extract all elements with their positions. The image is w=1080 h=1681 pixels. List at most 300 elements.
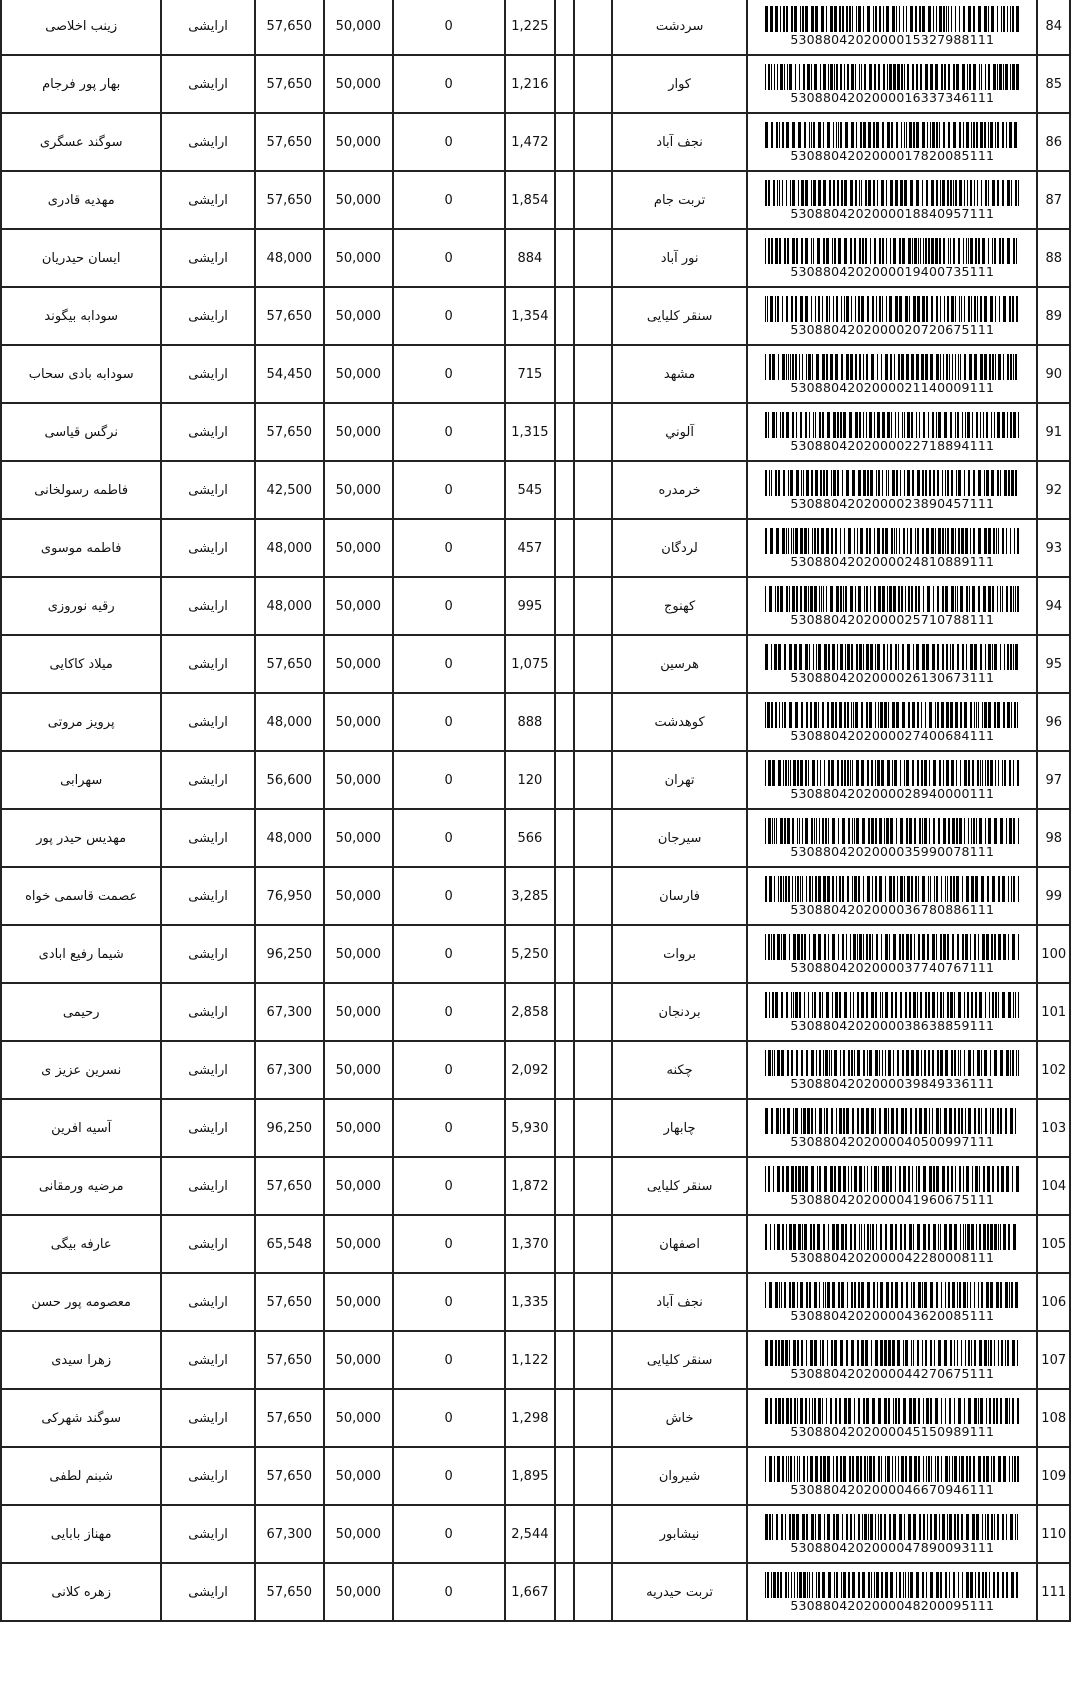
barcode-cell <box>747 867 1037 925</box>
row-number: 85 <box>1037 55 1070 113</box>
weight-value: 1,315 <box>505 403 556 461</box>
empty-cell <box>574 1563 613 1621</box>
empty-cell <box>555 1389 573 1447</box>
row-number: 87 <box>1037 171 1070 229</box>
recipient-name: مهناز بابایی <box>1 1505 161 1563</box>
empty-cell <box>555 1331 573 1389</box>
table-row <box>1 113 1070 171</box>
empty-cell <box>574 171 613 229</box>
item-type: ارایشی <box>161 171 254 229</box>
row-number: 94 <box>1037 577 1070 635</box>
destination-city: کوار <box>612 55 747 113</box>
table-row <box>1 635 1070 693</box>
recipient-name: پرویز مروتی <box>1 693 161 751</box>
barcode-image <box>765 354 1019 380</box>
recipient-name: رحیمی <box>1 983 161 1041</box>
total-price: 48,000 <box>255 229 324 287</box>
row-number: 92 <box>1037 461 1070 519</box>
table-row <box>1 1563 1070 1621</box>
weight-value: 2,092 <box>505 1041 556 1099</box>
barcode-image <box>765 876 1019 902</box>
empty-cell <box>555 1563 573 1621</box>
total-price: 67,300 <box>255 983 324 1041</box>
base-price: 50,000 <box>324 403 393 461</box>
zero-value: 0 <box>393 1099 505 1157</box>
base-price: 50,000 <box>324 925 393 983</box>
barcode-cell <box>747 345 1037 403</box>
item-type: ارایشی <box>161 1273 254 1331</box>
item-type: ارایشی <box>161 1157 254 1215</box>
recipient-name: مرضیه ورمقانی <box>1 1157 161 1215</box>
total-price: 57,650 <box>255 55 324 113</box>
barcode-number: 5308804202000038638859111 <box>790 1017 995 1033</box>
item-type: ارایشی <box>161 0 254 55</box>
barcode-number: 5308804202000047890093111 <box>790 1539 995 1555</box>
table-row <box>1 809 1070 867</box>
weight-value: 5,930 <box>505 1099 556 1157</box>
total-price: 65,548 <box>255 1215 324 1273</box>
barcode-cell <box>747 635 1037 693</box>
barcode-cell <box>747 1563 1037 1621</box>
zero-value: 0 <box>393 403 505 461</box>
empty-cell <box>574 1215 613 1273</box>
barcode-cell <box>747 287 1037 345</box>
barcode-cell <box>747 693 1037 751</box>
barcode-number: 5308804202000022718894111 <box>790 437 995 453</box>
table-row <box>1 693 1070 751</box>
zero-value: 0 <box>393 577 505 635</box>
barcode-image <box>765 528 1019 554</box>
total-price: 57,650 <box>255 0 324 55</box>
empty-cell <box>574 1505 613 1563</box>
total-price: 57,650 <box>255 1447 324 1505</box>
base-price: 50,000 <box>324 171 393 229</box>
table-row <box>1 1447 1070 1505</box>
item-type: ارایشی <box>161 809 254 867</box>
item-type: ارایشی <box>161 461 254 519</box>
base-price: 50,000 <box>324 1331 393 1389</box>
barcode-number: 5308804202000036780886111 <box>790 901 995 917</box>
recipient-name: نسرین عزیز ی <box>1 1041 161 1099</box>
row-number: 104 <box>1037 1157 1070 1215</box>
row-number: 108 <box>1037 1389 1070 1447</box>
row-number: 110 <box>1037 1505 1070 1563</box>
empty-cell <box>574 1447 613 1505</box>
barcode-image <box>765 6 1019 32</box>
barcode-image <box>765 586 1019 612</box>
empty-cell <box>555 1041 573 1099</box>
base-price: 50,000 <box>324 867 393 925</box>
destination-city: چابهار <box>612 1099 747 1157</box>
total-price: 57,650 <box>255 171 324 229</box>
table-row <box>1 1041 1070 1099</box>
barcode-cell <box>747 1273 1037 1331</box>
empty-cell <box>574 1389 613 1447</box>
zero-value: 0 <box>393 461 505 519</box>
total-price: 57,650 <box>255 1331 324 1389</box>
zero-value: 0 <box>393 1447 505 1505</box>
weight-value: 2,544 <box>505 1505 556 1563</box>
row-number: 84 <box>1037 0 1070 55</box>
empty-cell <box>574 809 613 867</box>
barcode-cell <box>747 1041 1037 1099</box>
base-price: 50,000 <box>324 809 393 867</box>
base-price: 50,000 <box>324 1505 393 1563</box>
zero-value: 0 <box>393 1563 505 1621</box>
weight-value: 995 <box>505 577 556 635</box>
empty-cell <box>555 0 573 55</box>
weight-value: 888 <box>505 693 556 751</box>
empty-cell <box>555 1273 573 1331</box>
barcode-number: 5308804202000019400735111 <box>790 263 995 279</box>
weight-value: 3,285 <box>505 867 556 925</box>
recipient-name: سوگند شهرکی <box>1 1389 161 1447</box>
barcode-image <box>765 992 1019 1018</box>
row-number: 101 <box>1037 983 1070 1041</box>
item-type: ارایشی <box>161 229 254 287</box>
base-price: 50,000 <box>324 229 393 287</box>
item-type: ارایشی <box>161 751 254 809</box>
barcode-cell <box>747 461 1037 519</box>
barcode-cell <box>747 983 1037 1041</box>
barcode-cell <box>747 1215 1037 1273</box>
table-row <box>1 925 1070 983</box>
item-type: ارایشی <box>161 287 254 345</box>
empty-cell <box>555 577 573 635</box>
table-row <box>1 55 1070 113</box>
zero-value: 0 <box>393 0 505 55</box>
table-row <box>1 229 1070 287</box>
row-number: 88 <box>1037 229 1070 287</box>
weight-value: 884 <box>505 229 556 287</box>
recipient-name: سهرابی <box>1 751 161 809</box>
base-price: 50,000 <box>324 55 393 113</box>
barcode-image <box>765 760 1019 786</box>
base-price: 50,000 <box>324 635 393 693</box>
barcode-cell <box>747 1331 1037 1389</box>
base-price: 50,000 <box>324 751 393 809</box>
item-type: ارایشی <box>161 983 254 1041</box>
destination-city: نور آباد <box>612 229 747 287</box>
weight-value: 545 <box>505 461 556 519</box>
barcode-number: 5308804202000035990078111 <box>790 843 995 859</box>
empty-cell <box>574 1157 613 1215</box>
shipment-table-body <box>1 0 1070 1621</box>
empty-cell <box>574 55 613 113</box>
empty-cell <box>555 1447 573 1505</box>
barcode-cell <box>747 809 1037 867</box>
table-row <box>1 461 1070 519</box>
destination-city: لردگان <box>612 519 747 577</box>
recipient-name: آسیه افرین <box>1 1099 161 1157</box>
empty-cell <box>574 0 613 55</box>
row-number: 107 <box>1037 1331 1070 1389</box>
barcode-number: 5308804202000025710788111 <box>790 611 995 627</box>
empty-cell <box>574 345 613 403</box>
barcode-image <box>765 1572 1019 1598</box>
base-price: 50,000 <box>324 345 393 403</box>
empty-cell <box>574 287 613 345</box>
empty-cell <box>555 519 573 577</box>
destination-city: تربت حیدریه <box>612 1563 747 1621</box>
destination-city: سردشت <box>612 0 747 55</box>
row-number: 96 <box>1037 693 1070 751</box>
weight-value: 1,122 <box>505 1331 556 1389</box>
weight-value: 1,354 <box>505 287 556 345</box>
barcode-number: 5308804202000040500997111 <box>790 1133 995 1149</box>
total-price: 56,600 <box>255 751 324 809</box>
item-type: ارایشی <box>161 1099 254 1157</box>
weight-value: 1,335 <box>505 1273 556 1331</box>
weight-value: 1,667 <box>505 1563 556 1621</box>
empty-cell <box>574 867 613 925</box>
item-type: ارایشی <box>161 1505 254 1563</box>
barcode-image <box>765 238 1019 264</box>
empty-cell <box>555 693 573 751</box>
destination-city: سیرجان <box>612 809 747 867</box>
row-number: 93 <box>1037 519 1070 577</box>
zero-value: 0 <box>393 1157 505 1215</box>
barcode-number: 5308804202000024810889111 <box>790 553 995 569</box>
empty-cell <box>574 1099 613 1157</box>
recipient-name: زهرا سیدی <box>1 1331 161 1389</box>
barcode-image <box>765 818 1019 844</box>
table-row <box>1 0 1070 55</box>
recipient-name: فاطمه موسوی <box>1 519 161 577</box>
total-price: 57,650 <box>255 287 324 345</box>
table-row <box>1 519 1070 577</box>
destination-city: مشهد <box>612 345 747 403</box>
item-type: ارایشی <box>161 1215 254 1273</box>
total-price: 48,000 <box>255 577 324 635</box>
recipient-name: عارفه بیگی <box>1 1215 161 1273</box>
item-type: ارایشی <box>161 635 254 693</box>
total-price: 48,000 <box>255 809 324 867</box>
zero-value: 0 <box>393 1273 505 1331</box>
zero-value: 0 <box>393 1505 505 1563</box>
empty-cell <box>574 983 613 1041</box>
weight-value: 1,854 <box>505 171 556 229</box>
barcode-number: 5308804202000048200095111 <box>790 1597 995 1613</box>
weight-value: 1,298 <box>505 1389 556 1447</box>
row-number: 109 <box>1037 1447 1070 1505</box>
barcode-cell <box>747 1505 1037 1563</box>
destination-city: کوهدشت <box>612 693 747 751</box>
item-type: ارایشی <box>161 113 254 171</box>
empty-cell <box>574 113 613 171</box>
base-price: 50,000 <box>324 1563 393 1621</box>
item-type: ارایشی <box>161 693 254 751</box>
barcode-image <box>765 934 1019 960</box>
empty-cell <box>574 925 613 983</box>
recipient-name: سودابه بیگوند <box>1 287 161 345</box>
barcode-image <box>765 1282 1019 1308</box>
barcode-number: 5308804202000039849336111 <box>790 1075 995 1091</box>
barcode-number: 5308804202000015327988111 <box>790 31 995 47</box>
item-type: ارایشی <box>161 403 254 461</box>
destination-city: سنقر کلیایی <box>612 1331 747 1389</box>
item-type: ارایشی <box>161 345 254 403</box>
weight-value: 2,858 <box>505 983 556 1041</box>
base-price: 50,000 <box>324 1389 393 1447</box>
weight-value: 1,075 <box>505 635 556 693</box>
base-price: 50,000 <box>324 1099 393 1157</box>
zero-value: 0 <box>393 171 505 229</box>
barcode-image <box>765 1398 1019 1424</box>
empty-cell <box>555 55 573 113</box>
barcode-number: 5308804202000028940000111 <box>790 785 995 801</box>
table-row <box>1 171 1070 229</box>
barcode-image <box>765 470 1019 496</box>
barcode-number: 5308804202000021140009111 <box>790 379 995 395</box>
barcode-cell <box>747 925 1037 983</box>
barcode-number: 5308804202000045150989111 <box>790 1423 995 1439</box>
row-number: 95 <box>1037 635 1070 693</box>
barcode-image <box>765 1456 1019 1482</box>
barcode-number: 5308804202000017820085111 <box>790 147 995 163</box>
destination-city: شیروان <box>612 1447 747 1505</box>
empty-cell <box>574 693 613 751</box>
base-price: 50,000 <box>324 1447 393 1505</box>
total-price: 48,000 <box>255 693 324 751</box>
barcode-image <box>765 1340 1019 1366</box>
empty-cell <box>555 751 573 809</box>
total-price: 54,450 <box>255 345 324 403</box>
destination-city: سنقر کلیایی <box>612 287 747 345</box>
barcode-image <box>765 412 1019 438</box>
table-row <box>1 983 1070 1041</box>
base-price: 50,000 <box>324 461 393 519</box>
total-price: 57,650 <box>255 1273 324 1331</box>
base-price: 50,000 <box>324 577 393 635</box>
barcode-image <box>765 1050 1019 1076</box>
table-row <box>1 1389 1070 1447</box>
base-price: 50,000 <box>324 1215 393 1273</box>
zero-value: 0 <box>393 867 505 925</box>
barcode-number: 5308804202000018840957111 <box>790 205 995 221</box>
barcode-image <box>765 1514 1019 1540</box>
recipient-name: رقیه نوروزی <box>1 577 161 635</box>
barcode-number: 5308804202000042280008111 <box>790 1249 995 1265</box>
barcode-image <box>765 180 1019 206</box>
total-price: 57,650 <box>255 403 324 461</box>
total-price: 57,650 <box>255 1389 324 1447</box>
row-number: 111 <box>1037 1563 1070 1621</box>
empty-cell <box>555 867 573 925</box>
barcode-number: 5308804202000023890457111 <box>790 495 995 511</box>
table-row <box>1 1331 1070 1389</box>
recipient-name: شبنم لطفی <box>1 1447 161 1505</box>
barcode-cell <box>747 751 1037 809</box>
recipient-name: مهدیه قادری <box>1 171 161 229</box>
barcode-cell <box>747 171 1037 229</box>
empty-cell <box>555 229 573 287</box>
row-number: 98 <box>1037 809 1070 867</box>
barcode-number: 5308804202000027400684111 <box>790 727 995 743</box>
zero-value: 0 <box>393 925 505 983</box>
zero-value: 0 <box>393 287 505 345</box>
barcode-cell <box>747 55 1037 113</box>
weight-value: 1,895 <box>505 1447 556 1505</box>
base-price: 50,000 <box>324 1157 393 1215</box>
recipient-name: مهدیس حیدر پور <box>1 809 161 867</box>
weight-value: 1,472 <box>505 113 556 171</box>
row-number: 103 <box>1037 1099 1070 1157</box>
destination-city: بردنجان <box>612 983 747 1041</box>
destination-city: چکنه <box>612 1041 747 1099</box>
barcode-image <box>765 1108 1019 1134</box>
destination-city: خاش <box>612 1389 747 1447</box>
empty-cell <box>555 461 573 519</box>
table-row <box>1 1099 1070 1157</box>
empty-cell <box>555 1505 573 1563</box>
base-price: 50,000 <box>324 287 393 345</box>
recipient-name: سوگند عسگری <box>1 113 161 171</box>
barcode-cell <box>747 1389 1037 1447</box>
zero-value: 0 <box>393 809 505 867</box>
zero-value: 0 <box>393 635 505 693</box>
destination-city: کهنوج <box>612 577 747 635</box>
empty-cell <box>555 287 573 345</box>
row-number: 90 <box>1037 345 1070 403</box>
row-number: 91 <box>1037 403 1070 461</box>
barcode-image <box>765 1166 1019 1192</box>
item-type: ارایشی <box>161 1041 254 1099</box>
row-number: 102 <box>1037 1041 1070 1099</box>
empty-cell <box>574 635 613 693</box>
row-number: 97 <box>1037 751 1070 809</box>
barcode-cell <box>747 403 1037 461</box>
recipient-name: میلاد کاکایی <box>1 635 161 693</box>
zero-value: 0 <box>393 1389 505 1447</box>
weight-value: 1,370 <box>505 1215 556 1273</box>
total-price: 67,300 <box>255 1041 324 1099</box>
recipient-name: عصمت قاسمی خواه <box>1 867 161 925</box>
empty-cell <box>555 635 573 693</box>
barcode-number: 5308804202000037740767111 <box>790 959 995 975</box>
table-row <box>1 1505 1070 1563</box>
barcode-cell <box>747 1099 1037 1157</box>
weight-value: 1,225 <box>505 0 556 55</box>
row-number: 86 <box>1037 113 1070 171</box>
total-price: 57,650 <box>255 1157 324 1215</box>
weight-value: 120 <box>505 751 556 809</box>
empty-cell <box>574 519 613 577</box>
barcode-image <box>765 122 1019 148</box>
empty-cell <box>555 113 573 171</box>
total-price: 57,650 <box>255 113 324 171</box>
destination-city: تهران <box>612 751 747 809</box>
empty-cell <box>555 403 573 461</box>
weight-value: 1,872 <box>505 1157 556 1215</box>
row-number: 105 <box>1037 1215 1070 1273</box>
weight-value: 457 <box>505 519 556 577</box>
destination-city: نجف آباد <box>612 113 747 171</box>
empty-cell <box>574 577 613 635</box>
barcode-image <box>765 64 1019 90</box>
table-row <box>1 1157 1070 1215</box>
item-type: ارایشی <box>161 1563 254 1621</box>
zero-value: 0 <box>393 229 505 287</box>
item-type: ارایشی <box>161 55 254 113</box>
empty-cell <box>555 1157 573 1215</box>
total-price: 76,950 <box>255 867 324 925</box>
item-type: ارایشی <box>161 577 254 635</box>
destination-city: خرمدره <box>612 461 747 519</box>
total-price: 57,650 <box>255 1563 324 1621</box>
item-type: ارایشی <box>161 1389 254 1447</box>
barcode-number: 5308804202000046670946111 <box>790 1481 995 1497</box>
